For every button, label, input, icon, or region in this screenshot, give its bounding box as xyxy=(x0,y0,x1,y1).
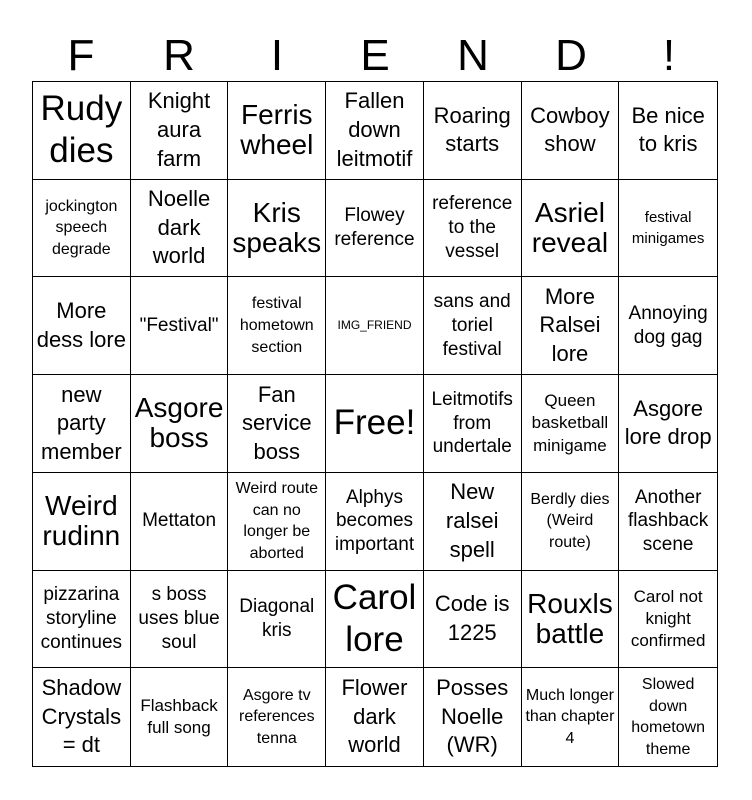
bingo-cell[interactable]: Flower dark world xyxy=(326,668,424,766)
title-letter-i: I xyxy=(270,31,284,80)
bingo-cell[interactable]: festival hometown section xyxy=(228,277,326,375)
bingo-cell[interactable]: s boss uses blue soul xyxy=(131,571,229,669)
bingo-cell[interactable]: Knight aura farm xyxy=(131,82,229,180)
title-letter-e: E xyxy=(360,31,390,80)
bingo-cell[interactable]: Code is 1225 xyxy=(424,571,522,669)
bingo-cell[interactable]: Carol lore xyxy=(326,571,424,669)
bingo-cell[interactable]: Asgore boss xyxy=(131,375,229,473)
bingo-cell[interactable]: Mettaton xyxy=(131,473,229,571)
bingo-cell[interactable]: Cowboy show xyxy=(522,82,620,180)
bingo-cell[interactable]: Slowed down hometown theme xyxy=(631,675,706,758)
bingo-cell[interactable]: jockington speech degrade xyxy=(33,180,131,278)
bingo-cell[interactable]: Much longer than chapter 4 xyxy=(522,668,620,766)
bingo-cell[interactable]: new party member xyxy=(33,375,131,473)
bingo-cell[interactable]: Queen basketball minigame xyxy=(522,375,620,473)
bingo-cell[interactable]: IMG_FRIEND xyxy=(326,277,424,375)
bingo-title xyxy=(32,30,718,82)
bingo-cell[interactable]: Posses Noelle (WR) xyxy=(424,668,522,766)
bingo-board xyxy=(32,81,718,767)
bingo-cell[interactable]: Fan service boss xyxy=(228,375,326,473)
bingo-cell[interactable]: Weird rudinn xyxy=(33,473,131,571)
bingo-cell[interactable]: Asriel reveal xyxy=(522,180,620,278)
bingo-cell[interactable]: reference to the vessel xyxy=(424,180,522,278)
bingo-cell[interactable]: More Ralsei lore xyxy=(522,277,620,375)
title-letter-n: N xyxy=(457,31,489,80)
bingo-cell[interactable]: Alphys becomes important xyxy=(326,473,424,571)
bingo-cell[interactable]: New ralsei spell xyxy=(424,473,522,571)
bingo-cell[interactable]: Another flashback scene xyxy=(619,473,717,571)
bingo-cell[interactable]: "Festival" xyxy=(131,277,229,375)
bingo-cell[interactable]: Weird route can no longer be aborted xyxy=(228,473,326,571)
bingo-cell[interactable]: Berdly dies (Weird route) xyxy=(522,473,620,571)
title-letter-d: D xyxy=(555,31,587,80)
bingo-cell[interactable]: Flashback full song xyxy=(131,668,229,766)
title-letter-r: R xyxy=(163,31,195,80)
bingo-cell[interactable]: Noelle dark world xyxy=(131,180,229,278)
bingo-cell[interactable]: Leitmotifs from undertale xyxy=(424,375,522,473)
bingo-cell[interactable]: Flowey reference xyxy=(326,180,424,278)
bingo-cell[interactable]: Be nice to kris xyxy=(619,82,717,180)
bingo-cell[interactable]: Rouxls battle xyxy=(522,571,620,669)
bingo-cell[interactable]: Asgore lore drop xyxy=(619,375,717,473)
bingo-cell[interactable]: Ferris wheel xyxy=(228,82,326,180)
bingo-cell[interactable]: More dess lore xyxy=(33,277,131,375)
bingo-cell[interactable]: Asgore tv references tenna xyxy=(228,668,326,766)
bingo-cell[interactable]: Roaring starts xyxy=(424,82,522,180)
free-space[interactable]: Free! xyxy=(326,375,424,473)
bingo-cell[interactable]: Kris speaks xyxy=(228,180,326,278)
bingo-cell[interactable]: sans and toriel festival xyxy=(424,277,522,375)
bingo-cell[interactable]: Fallen down leitmotif xyxy=(326,82,424,180)
bingo-cell[interactable]: Annoying dog gag xyxy=(619,277,717,375)
title-letter-exclamation: ! xyxy=(662,31,676,80)
title-letter-f: F xyxy=(67,31,95,80)
bingo-cell[interactable]: Diagonal kris xyxy=(228,571,326,669)
bingo-cell[interactable]: festival minigames xyxy=(619,180,717,278)
bingo-cell[interactable]: pizzarina storyline continues xyxy=(33,571,131,669)
bingo-cell[interactable]: Shadow Crystals = dt xyxy=(33,668,131,766)
bingo-cell[interactable]: Carol not knight confirmed xyxy=(619,571,717,669)
bingo-cell[interactable]: Rudy dies xyxy=(33,82,131,180)
